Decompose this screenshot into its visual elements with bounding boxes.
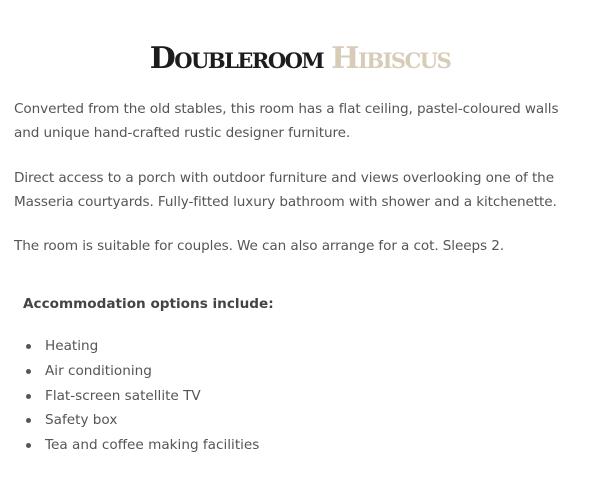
room-title [0,40,600,78]
bullet-icon [26,369,31,374]
description-paragraph-3: The room is suitable for couples. We can also arrange for a cot. Sleeps 2. [14,238,504,254]
list-item [23,408,259,433]
bullet-icon [26,443,31,448]
bullet-icon [26,418,31,423]
list-item [23,359,259,384]
list-item [23,433,259,458]
list-item [23,384,259,409]
room-title-main: Doubleroom [149,41,324,77]
options-list [23,334,259,458]
description-paragraph-2: Direct access to a porch with outdoor furniture and views overlooking one of the Masseria courtyards. Fully-fitted luxury bathroom with shower and a kitchenette. [14,170,557,210]
description-paragraph-1: Converted from the old stables, this room has a flat ceiling, pastel-coloured walls and unique hand-crafted rustic designer furniture. [14,101,559,141]
list-item-label: Flat-screen satellite TV [45,387,201,404]
list-item-label: Tea and coffee making facilities [45,437,260,454]
list-item-label: Safety box [45,412,118,429]
list-item [23,334,259,359]
bullet-icon [26,394,31,399]
list-item-label: Heating [45,338,99,354]
options-heading: Accommodation options include: [23,296,274,312]
room-title-accent: Hibiscus [331,41,451,77]
list-item-label: Air conditioning [45,362,152,379]
bullet-icon [26,344,31,349]
